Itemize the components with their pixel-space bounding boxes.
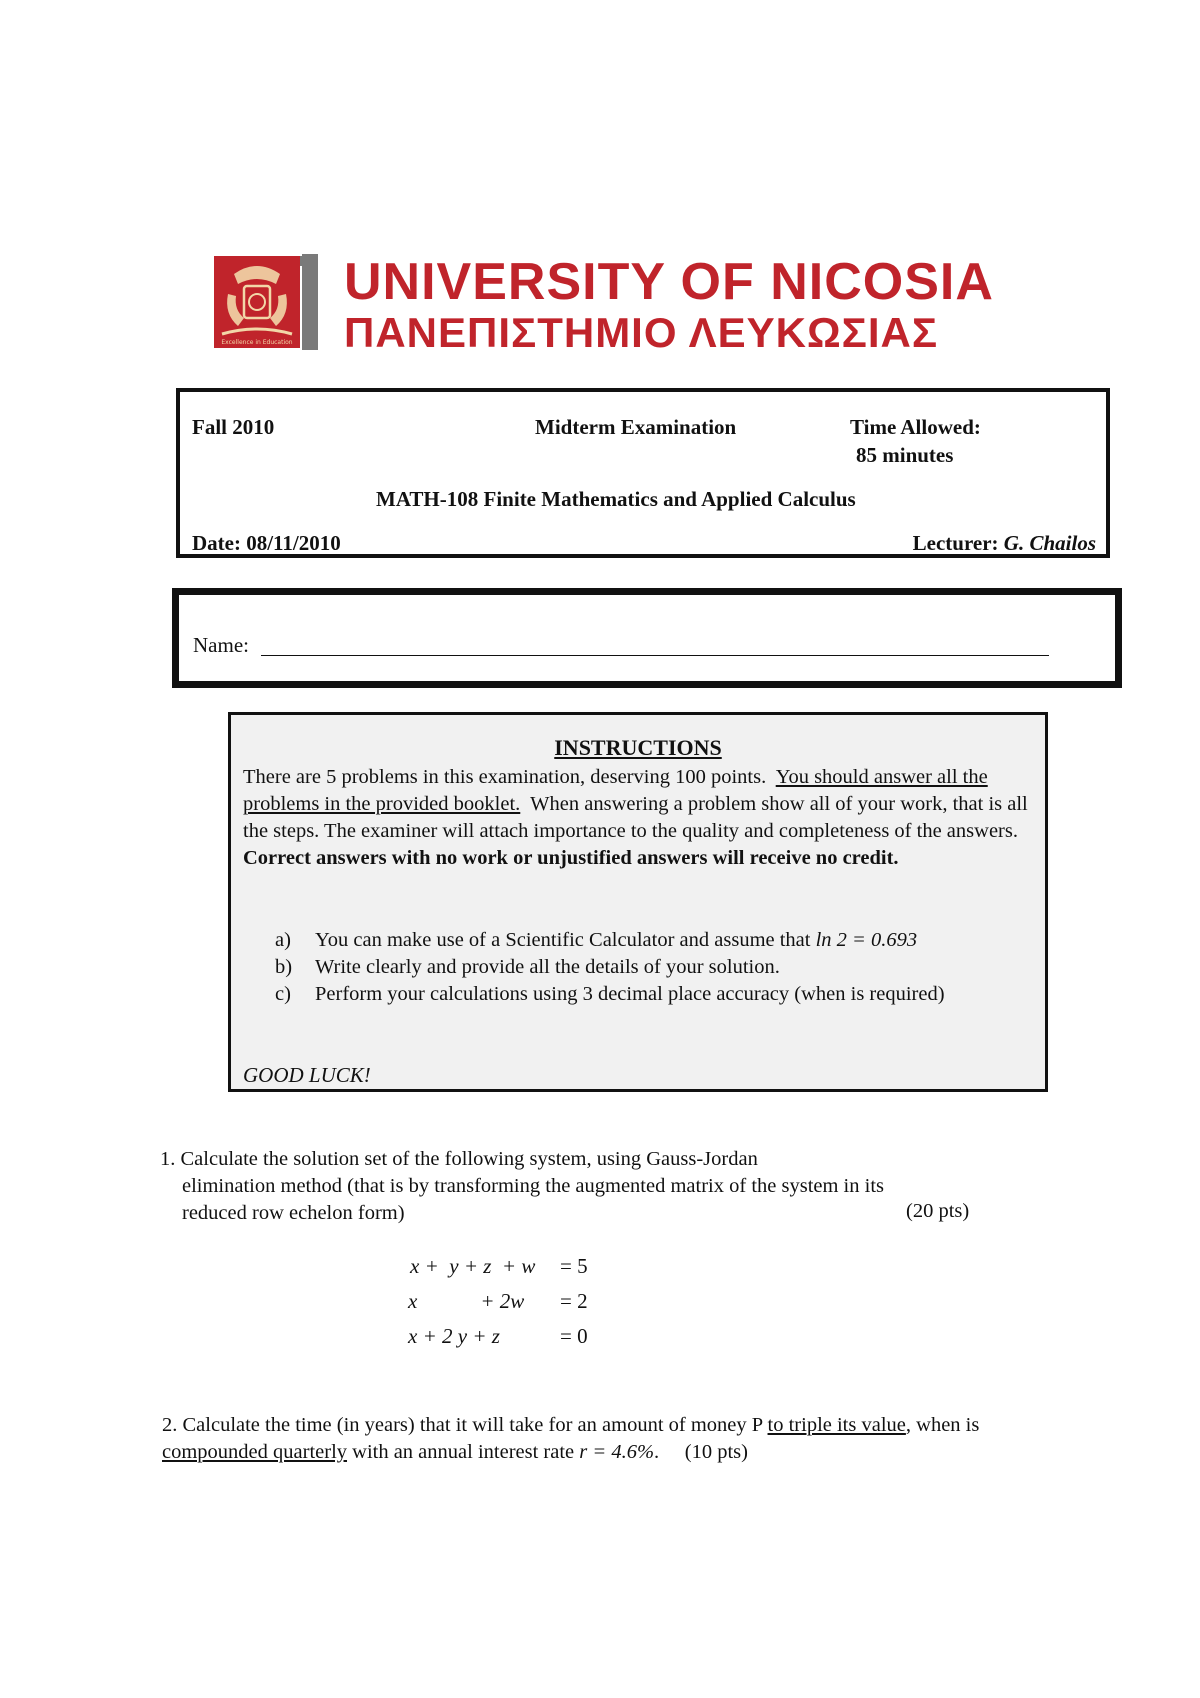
instructions-title: INSTRUCTIONS [554, 735, 722, 760]
lecturer-name: G. Chailos [1003, 531, 1096, 555]
lecturer [913, 530, 1096, 556]
equation-1: x + y + z + w = 5 [410, 1254, 588, 1278]
student-name-box [172, 588, 1122, 688]
instructions-points-note: There are 5 problems in this examination, deserving 100 points. [243, 766, 767, 788]
exam-type: Midterm Examination [535, 415, 737, 439]
university-crest-logo [214, 254, 318, 350]
exam-date: Date: 08/11/2010 [192, 531, 341, 555]
problem-1: 1. Calculate the solution set of the following system, using Gauss-Jordan elimination method (that is by transforming the augmented matrix of the system in its reduced row echelon form) [160, 1148, 884, 1224]
instructions-show-work: When answering a problem show all of your work, that is all the steps. The examiner will attach importance to the quality and completeness of the answers. [243, 793, 1028, 842]
instructions-no-credit-warning: Correct answers with no work or unjustified answers will receive no credit. [243, 847, 899, 869]
instructions-text [243, 764, 1043, 872]
logo-motto: Excellence in Education [221, 339, 293, 346]
name-blank-line[interactable] [261, 655, 1049, 656]
problem-2-points: (10 pts) [684, 1441, 748, 1463]
ln2-formula: ln 2 = 0.693 [815, 929, 918, 951]
equation-3: x + 2 y + z = 0 [408, 1324, 588, 1348]
instruction-item-c: c) Perform your calculations using 3 decimal place accuracy (when is required) [275, 983, 945, 1005]
lecturer-label: Lecturer: [912, 531, 999, 555]
equation-2: x + 2w = 2 [408, 1289, 588, 1313]
good-luck: GOOD LUCK! [243, 1063, 371, 1087]
instructions-list [275, 927, 1015, 1008]
problem-1-points: (20 pts) [906, 1200, 970, 1222]
problem-1-number: 1. [160, 1148, 176, 1170]
time-allowed-label: Time Allowed: [850, 415, 981, 439]
problem-2: 2. Calculate the time (in years) that it will take for an amount of money P to triple its value, when is compounded quarterly with an annual interest rate r = 4.6%. (10 pts) [162, 1414, 980, 1463]
exam-term: Fall 2010 [192, 415, 275, 439]
university-name-greek: ΠΑΝΕΠΙΣΤΗΜΙΟ ΛΕΥΚΩΣΙΑΣ [344, 309, 939, 356]
exam-header-box [176, 388, 1110, 558]
instruction-item-a: a) You can make use of a Scientific Calculator and assume that ln 2 = 0.693 [275, 929, 918, 951]
university-name-english: UNIVERSITY OF NICOSIA [344, 253, 994, 311]
problem-2-number: 2. [162, 1414, 178, 1436]
name-label: Name: [193, 633, 249, 657]
interest-rate: r = 4.6% [579, 1441, 655, 1463]
instructions-box [228, 712, 1048, 1092]
instruction-item-b: b) Write clearly and provide all the details of your solution. [275, 956, 780, 978]
instructions-answer-all: You should answer all the problems in the provided booklet. [243, 766, 988, 815]
course-title: MATH-108 Finite Mathematics and Applied Calculus [376, 487, 856, 511]
time-allowed-value: 85 minutes [856, 443, 954, 467]
